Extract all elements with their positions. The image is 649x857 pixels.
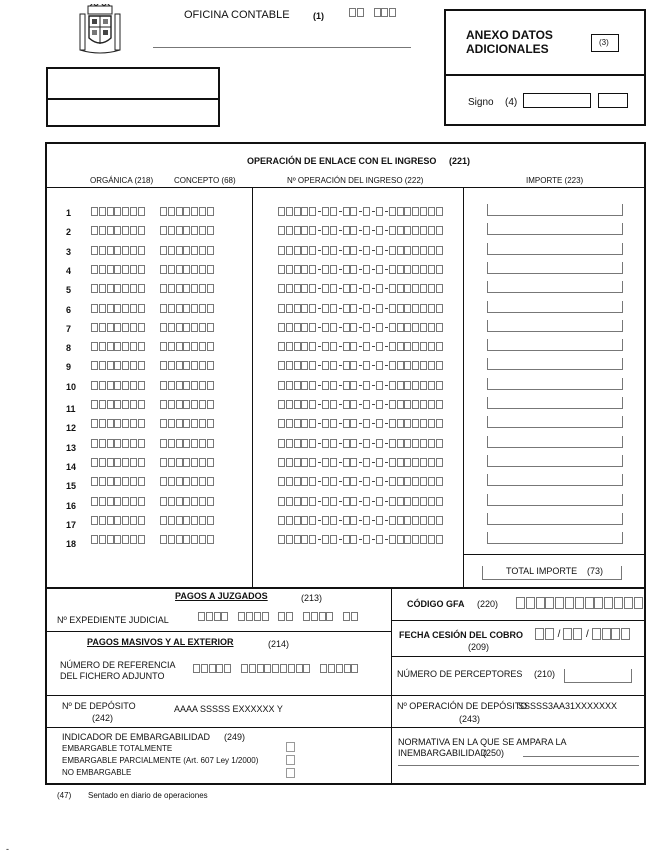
importe-input[interactable] (487, 320, 623, 332)
num-operacion-input[interactable] (278, 533, 443, 545)
section-vdivider-3 (391, 727, 392, 784)
ref-label-1: NÚMERO DE REFERENCIA (60, 660, 176, 670)
row-number: 9 (66, 362, 72, 372)
concepto-input[interactable] (160, 533, 224, 545)
concepto-input[interactable] (160, 321, 224, 333)
pagos-juzgados-title: PAGOS A JUZGADOS (175, 591, 268, 601)
num-operacion-input[interactable] (278, 514, 443, 526)
operacion-deposito-num: (243) (459, 714, 481, 724)
perceptores-input[interactable] (564, 669, 632, 683)
operacion-deposito-value[interactable]: SSSSS3AA31XXXXXXX (518, 701, 618, 711)
perceptores-label: NÚMERO DE PERCEPTORES (397, 669, 523, 679)
row-number: 18 (66, 539, 77, 549)
codigo-gfa-num: (220) (477, 599, 499, 609)
importe-input[interactable] (487, 243, 623, 255)
col-organica: ORGÁNICA (218) (90, 176, 154, 185)
num-operacion-input[interactable] (278, 340, 443, 352)
total-importe-label: TOTAL IMPORTE (506, 566, 578, 576)
row-number: 12 (66, 423, 77, 433)
concepto-input[interactable] (160, 359, 224, 371)
num-operacion-input[interactable] (278, 244, 443, 256)
row-number: 15 (66, 481, 77, 491)
importe-input[interactable] (487, 281, 623, 293)
concepto-input[interactable] (160, 475, 224, 487)
signo-input[interactable] (523, 93, 591, 108)
importe-input[interactable] (487, 474, 623, 486)
referencia-fichero-input[interactable] (193, 664, 368, 673)
row-number: 13 (66, 443, 77, 453)
operacion-title-num: (221) (449, 156, 471, 166)
embargable-parcialmente-label: EMBARGABLE PARCIALMENTE (Art. 607 Ley 1/2000) (62, 756, 259, 765)
organica-input[interactable] (91, 263, 155, 275)
anexo-title-1: ANEXO DATOS (466, 28, 553, 42)
normativa-num: (250) (483, 748, 505, 758)
concepto-input[interactable] (160, 302, 224, 314)
pagos-masivos-title: PAGOS MASIVOS Y AL EXTERIOR (87, 637, 234, 647)
col-divider-2 (463, 187, 464, 587)
organica-input[interactable] (91, 340, 155, 352)
importe-input[interactable] (487, 223, 623, 235)
importe-input[interactable] (487, 455, 623, 467)
importe-input[interactable] (487, 262, 623, 274)
oficina-contable-num: (1) (313, 11, 324, 21)
operacion-deposito-label: Nº OPERACIÓN DE DEPÓSITO (397, 701, 528, 711)
num-operacion-input[interactable] (278, 359, 443, 371)
num-operacion-input[interactable] (278, 263, 443, 275)
section-line-2b (391, 620, 645, 621)
num-operacion-input[interactable] (278, 224, 443, 236)
normativa-input-line-2[interactable] (398, 765, 639, 766)
num-operacion-input[interactable] (278, 321, 443, 333)
concepto-input[interactable] (160, 456, 224, 468)
embargable-totalmente-checkbox[interactable] (286, 742, 295, 752)
num-operacion-input[interactable] (278, 302, 443, 314)
concepto-input[interactable] (160, 398, 224, 410)
anexo-divider (444, 74, 646, 76)
section-vdivider-2 (391, 695, 392, 727)
concepto-input[interactable] (160, 379, 224, 391)
num-operacion-input[interactable] (278, 379, 443, 391)
organica-input[interactable] (91, 398, 155, 410)
num-operacion-input[interactable] (278, 282, 443, 294)
importe-input[interactable] (487, 339, 623, 351)
row-number: 8 (66, 343, 72, 353)
signo-label: Signo (468, 97, 494, 108)
num-operacion-input[interactable] (278, 437, 443, 449)
signo-input-2[interactable] (598, 93, 628, 108)
organica-input[interactable] (91, 475, 155, 487)
row-number: 3 (66, 247, 72, 257)
normativa-line-2: INEMBARGABILIDAD (398, 748, 488, 758)
importe-input[interactable] (487, 358, 623, 370)
importe-input[interactable] (487, 416, 623, 428)
organica-input[interactable] (91, 417, 155, 429)
num-operacion-input[interactable] (278, 398, 443, 410)
importe-input[interactable] (487, 532, 623, 544)
section-line-2 (46, 631, 391, 632)
embargabilidad-title: INDICADOR DE EMBARGABILIDAD (62, 732, 211, 742)
pagos-masivos-num: (214) (268, 639, 290, 649)
perceptores-num: (210) (534, 669, 556, 679)
concepto-input[interactable] (160, 437, 224, 449)
anexo-title-2: ADICIONALES (466, 42, 549, 56)
organica-input[interactable] (91, 359, 155, 371)
concepto-input[interactable] (160, 244, 224, 256)
row-number: 16 (66, 501, 77, 511)
table-header-line (46, 187, 645, 188)
embargable-totalmente-label: EMBARGABLE TOTALMENTE (62, 744, 173, 753)
importe-input[interactable] (487, 397, 623, 409)
importe-input[interactable] (487, 301, 623, 313)
organica-input[interactable] (91, 282, 155, 294)
fecha-cesion-input[interactable] (535, 628, 640, 640)
embargabilidad-num: (249) (224, 732, 246, 742)
concepto-input[interactable] (160, 205, 224, 217)
no-embargable-checkbox[interactable] (286, 768, 295, 778)
deposito-label: Nº DE DEPÓSITO (62, 701, 136, 711)
section-line-1 (46, 587, 645, 589)
organica-input[interactable] (91, 456, 155, 468)
section-line-3b (391, 656, 645, 657)
expediente-label: Nº EXPEDIENTE JUDICIAL (57, 615, 169, 625)
row-number: 17 (66, 520, 77, 530)
concepto-input[interactable] (160, 417, 224, 429)
section-line-4 (46, 695, 645, 696)
num-operacion-input[interactable] (278, 456, 443, 468)
importe-input[interactable] (487, 494, 623, 506)
row-number: 10 (66, 382, 77, 392)
concepto-input[interactable] (160, 263, 224, 275)
row-number: 2 (66, 227, 72, 237)
row-number: 6 (66, 305, 72, 315)
col-concepto: CONCEPTO (68) (174, 176, 236, 185)
row-number: 1 (66, 208, 72, 218)
oficina-underline (153, 47, 411, 48)
left-header-box (46, 67, 220, 127)
normativa-line-1: NORMATIVA EN LA QUE SE AMPARA LA (398, 737, 567, 747)
num-operacion-input[interactable] (278, 475, 443, 487)
concepto-input[interactable] (160, 495, 224, 507)
organica-input[interactable] (91, 244, 155, 256)
fecha-cesion-num: (209) (468, 642, 490, 652)
concepto-input[interactable] (160, 340, 224, 352)
coat-of-arms-icon (78, 4, 122, 56)
oficina-contable-label: OFICINA CONTABLE (184, 9, 290, 21)
operacion-title: OPERACIÓN DE ENLACE CON EL INGRESO (247, 156, 437, 166)
row-number: 11 (66, 404, 76, 414)
organica-input[interactable] (91, 437, 155, 449)
concepto-input[interactable] (160, 224, 224, 236)
row-number: 5 (66, 285, 72, 295)
signo-num: (4) (505, 97, 518, 108)
fecha-sep-2: / (585, 628, 589, 640)
footer-dash: - (6, 844, 9, 854)
importe-input[interactable] (487, 513, 623, 525)
total-importe-num: (73) (587, 566, 604, 576)
row-number: 14 (66, 462, 77, 472)
codigo-gfa-input[interactable] (516, 597, 649, 609)
organica-input[interactable] (91, 205, 155, 217)
organica-input[interactable] (91, 224, 155, 236)
concepto-input[interactable] (160, 282, 224, 294)
expediente-input[interactable] (198, 612, 368, 621)
no-embargable-label: NO EMBARGABLE (62, 768, 132, 777)
organica-input[interactable] (91, 533, 155, 545)
fecha-sep-1: / (557, 628, 561, 640)
embargable-parcialmente-checkbox[interactable] (286, 755, 295, 765)
organica-input[interactable] (91, 302, 155, 314)
importe-input[interactable] (487, 378, 623, 390)
organica-input[interactable] (91, 514, 155, 526)
importe-input[interactable] (487, 436, 623, 448)
footer-text: Sentado en diario de operaciones (88, 791, 208, 800)
num-operacion-input[interactable] (278, 417, 443, 429)
organica-input[interactable] (91, 321, 155, 333)
left-header-divider (46, 98, 220, 100)
num-operacion-input[interactable] (278, 495, 443, 507)
anexo-num: (3) (599, 38, 609, 47)
ref-label-2: DEL FICHERO ADJUNTO (60, 671, 165, 681)
organica-input[interactable] (91, 379, 155, 391)
row-number: 7 (66, 324, 72, 334)
normativa-input-line-1[interactable] (523, 756, 639, 757)
deposito-num: (242) (92, 713, 114, 723)
concepto-input[interactable] (160, 514, 224, 526)
row-number: 4 (66, 266, 72, 276)
codigo-gfa-label: CÓDIGO GFA (407, 599, 465, 609)
col-num-operacion: Nº OPERACIÓN DEL INGRESO (222) (287, 176, 424, 185)
fecha-cesion-label: FECHA CESIÓN DEL COBRO (399, 630, 524, 640)
importe-input[interactable] (487, 204, 623, 216)
col-importe: IMPORTE (223) (526, 176, 584, 185)
deposito-value[interactable]: AAAA SSSSS EXXXXXX Y (174, 704, 283, 714)
section-line-5 (46, 727, 645, 728)
total-divider (463, 554, 645, 555)
pagos-juzgados-num: (213) (301, 593, 323, 603)
num-operacion-input[interactable] (278, 205, 443, 217)
organica-input[interactable] (91, 495, 155, 507)
col-divider-1 (252, 187, 253, 587)
anexo-box (444, 9, 646, 126)
footer-num: (47) (57, 791, 72, 800)
oficina-contable-input[interactable] (349, 8, 406, 17)
